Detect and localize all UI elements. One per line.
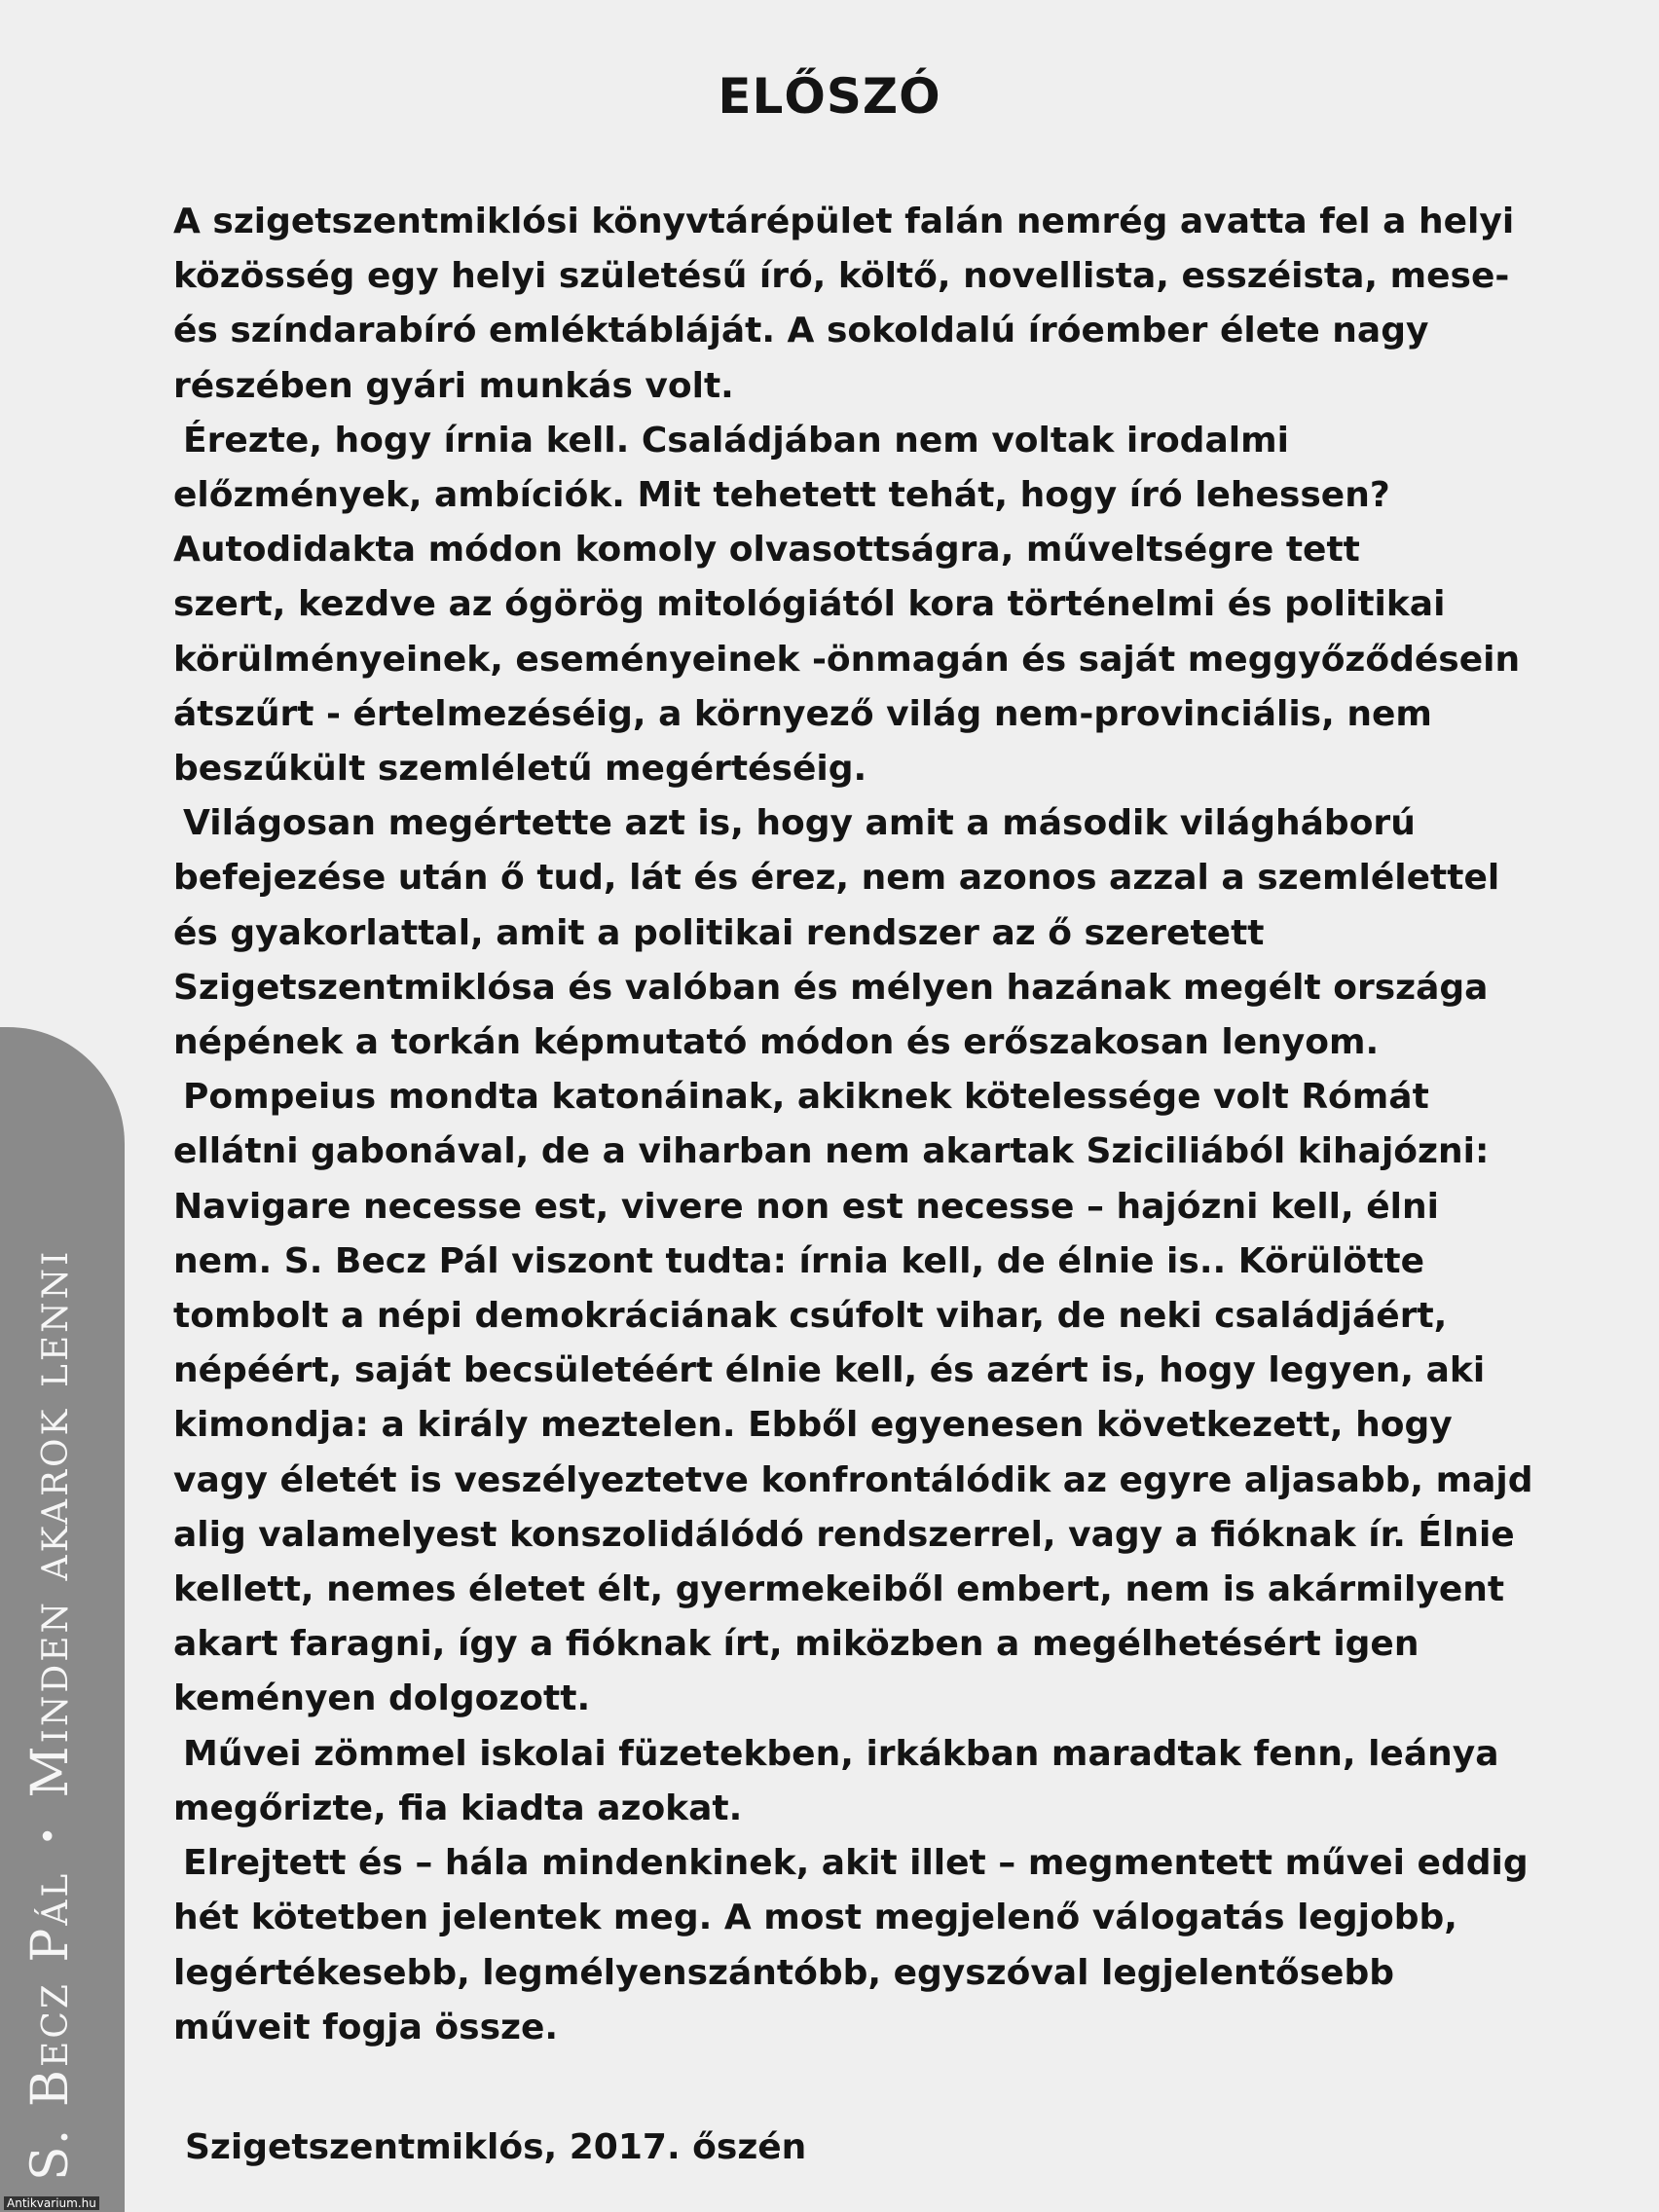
text-line: hét kötetben jelentek meg. A most megjelenő válogatás legjobb, xyxy=(173,1898,1457,1938)
page-title: ELŐSZÓ xyxy=(718,68,941,125)
text-line: körülményeinek, eseményeinek -önmagán és saját meggyőződésein xyxy=(173,639,1521,680)
text-line: közösség egy helyi születésű író, költő, novellista, esszéista, mese- xyxy=(173,256,1510,297)
text-line: szert, kezdve az ógörög mitológiától kora történelmi és politikai xyxy=(173,584,1446,625)
text-line: akart faragni, így a fióknak írt, miközben a megélhetésért igen xyxy=(173,1624,1419,1665)
spine-label xyxy=(21,1249,80,2181)
text-line: népéért, saját becsületéért élnie kell, és azért is, hogy legyen, aki xyxy=(173,1350,1486,1391)
text-line: Autodidakta módon komoly olvasottságra, műveltségre tett xyxy=(173,530,1360,571)
text-line: befejezése után ő tud, lát és érez, nem azonos azzal a szemlélettel xyxy=(173,858,1500,899)
text-line: nem. S. Becz Pál viszont tudta: írnia kell, de élnie is.. Körülötte xyxy=(173,1240,1424,1281)
foreword-text xyxy=(173,195,1634,2055)
text-line: Világosan megértette azt is, hogy amit a második világháború xyxy=(183,803,1416,844)
text-line: népének a torkán képmutató módon és erőszakosan lenyom. xyxy=(173,1022,1380,1063)
text-line: alig valamelyest konszolidálódó rendszerrel, vagy a fióknak ír. Élnie xyxy=(173,1514,1515,1555)
spine-book-title: Minden akarok lenni xyxy=(21,1248,80,1798)
text-line: és gyakorlattal, amit a politikai rendszer az ő szeretett xyxy=(173,912,1265,953)
text-line: Érezte, hogy írnia kell. Családjában nem voltak irodalmi xyxy=(183,420,1289,461)
text-line: Művei zömmel iskolai füzetekben, irkákban maradtak fenn, leánya xyxy=(183,1733,1499,1774)
text-line: átszűrt - értelmezéséig, a környező világ nem-provinciális, nem xyxy=(173,693,1432,734)
text-line: műveit fogja össze. xyxy=(173,2007,559,2047)
text-line: Elrejtett és – hála mindenkinek, akit illet – megmentett művei eddig xyxy=(183,1843,1529,1884)
spine-author: S. Becz Pál xyxy=(21,1870,80,2181)
text-line: beszűkült szemléletű megértéséig. xyxy=(173,749,867,790)
text-line: ellátni gabonával, de a viharban nem akartak Sziciliából kihajózni: xyxy=(173,1131,1490,1172)
text-line: tombolt a népi demokráciának csúfolt vihar, de neki családjáért, xyxy=(173,1296,1448,1337)
spine-separator: • xyxy=(29,1823,68,1846)
signature-line: Szigetszentmiklós, 2017. őszén xyxy=(185,2127,807,2167)
text-line: Szigetszentmiklósa és valóban és mélyen hazának megélt országa xyxy=(173,967,1489,1008)
text-line: Navigare necesse est, vivere non est necesse – hajózni kell, élni xyxy=(173,1186,1439,1227)
text-line: megőrizte, fia kiadta azokat. xyxy=(173,1788,743,1828)
text-line: és színdarabíró emléktábláját. A sokoldalú íróember élete nagy xyxy=(173,311,1429,351)
text-line: kellett, nemes életet élt, gyermekeiből embert, nem is akármilyent xyxy=(173,1569,1505,1610)
text-line: Pompeius mondta katonáinak, akiknek kötelessége volt Rómát xyxy=(183,1077,1429,1118)
text-line: részében gyári munkás volt. xyxy=(173,365,734,406)
text-line: vagy életét is veszélyeztetve konfrontálódik az egyre aljasabb, majd xyxy=(173,1459,1533,1500)
text-line: A szigetszentmiklósi könyvtárépület falán nemrég avatta fel a helyi xyxy=(173,202,1515,241)
text-line: keményen dolgozott. xyxy=(173,1678,591,1719)
text-line: legértékesebb, legmélyenszántóbb, egyszóval legjelentősebb xyxy=(173,1952,1394,1993)
watermark: Antikvarium.hu xyxy=(4,2196,99,2210)
text-line: kimondja: a király meztelen. Ebből egyenesen következett, hogy xyxy=(173,1405,1453,1446)
text-line: előzmények, ambíciók. Mit tehetett tehát, hogy író lehessen? xyxy=(173,475,1390,516)
